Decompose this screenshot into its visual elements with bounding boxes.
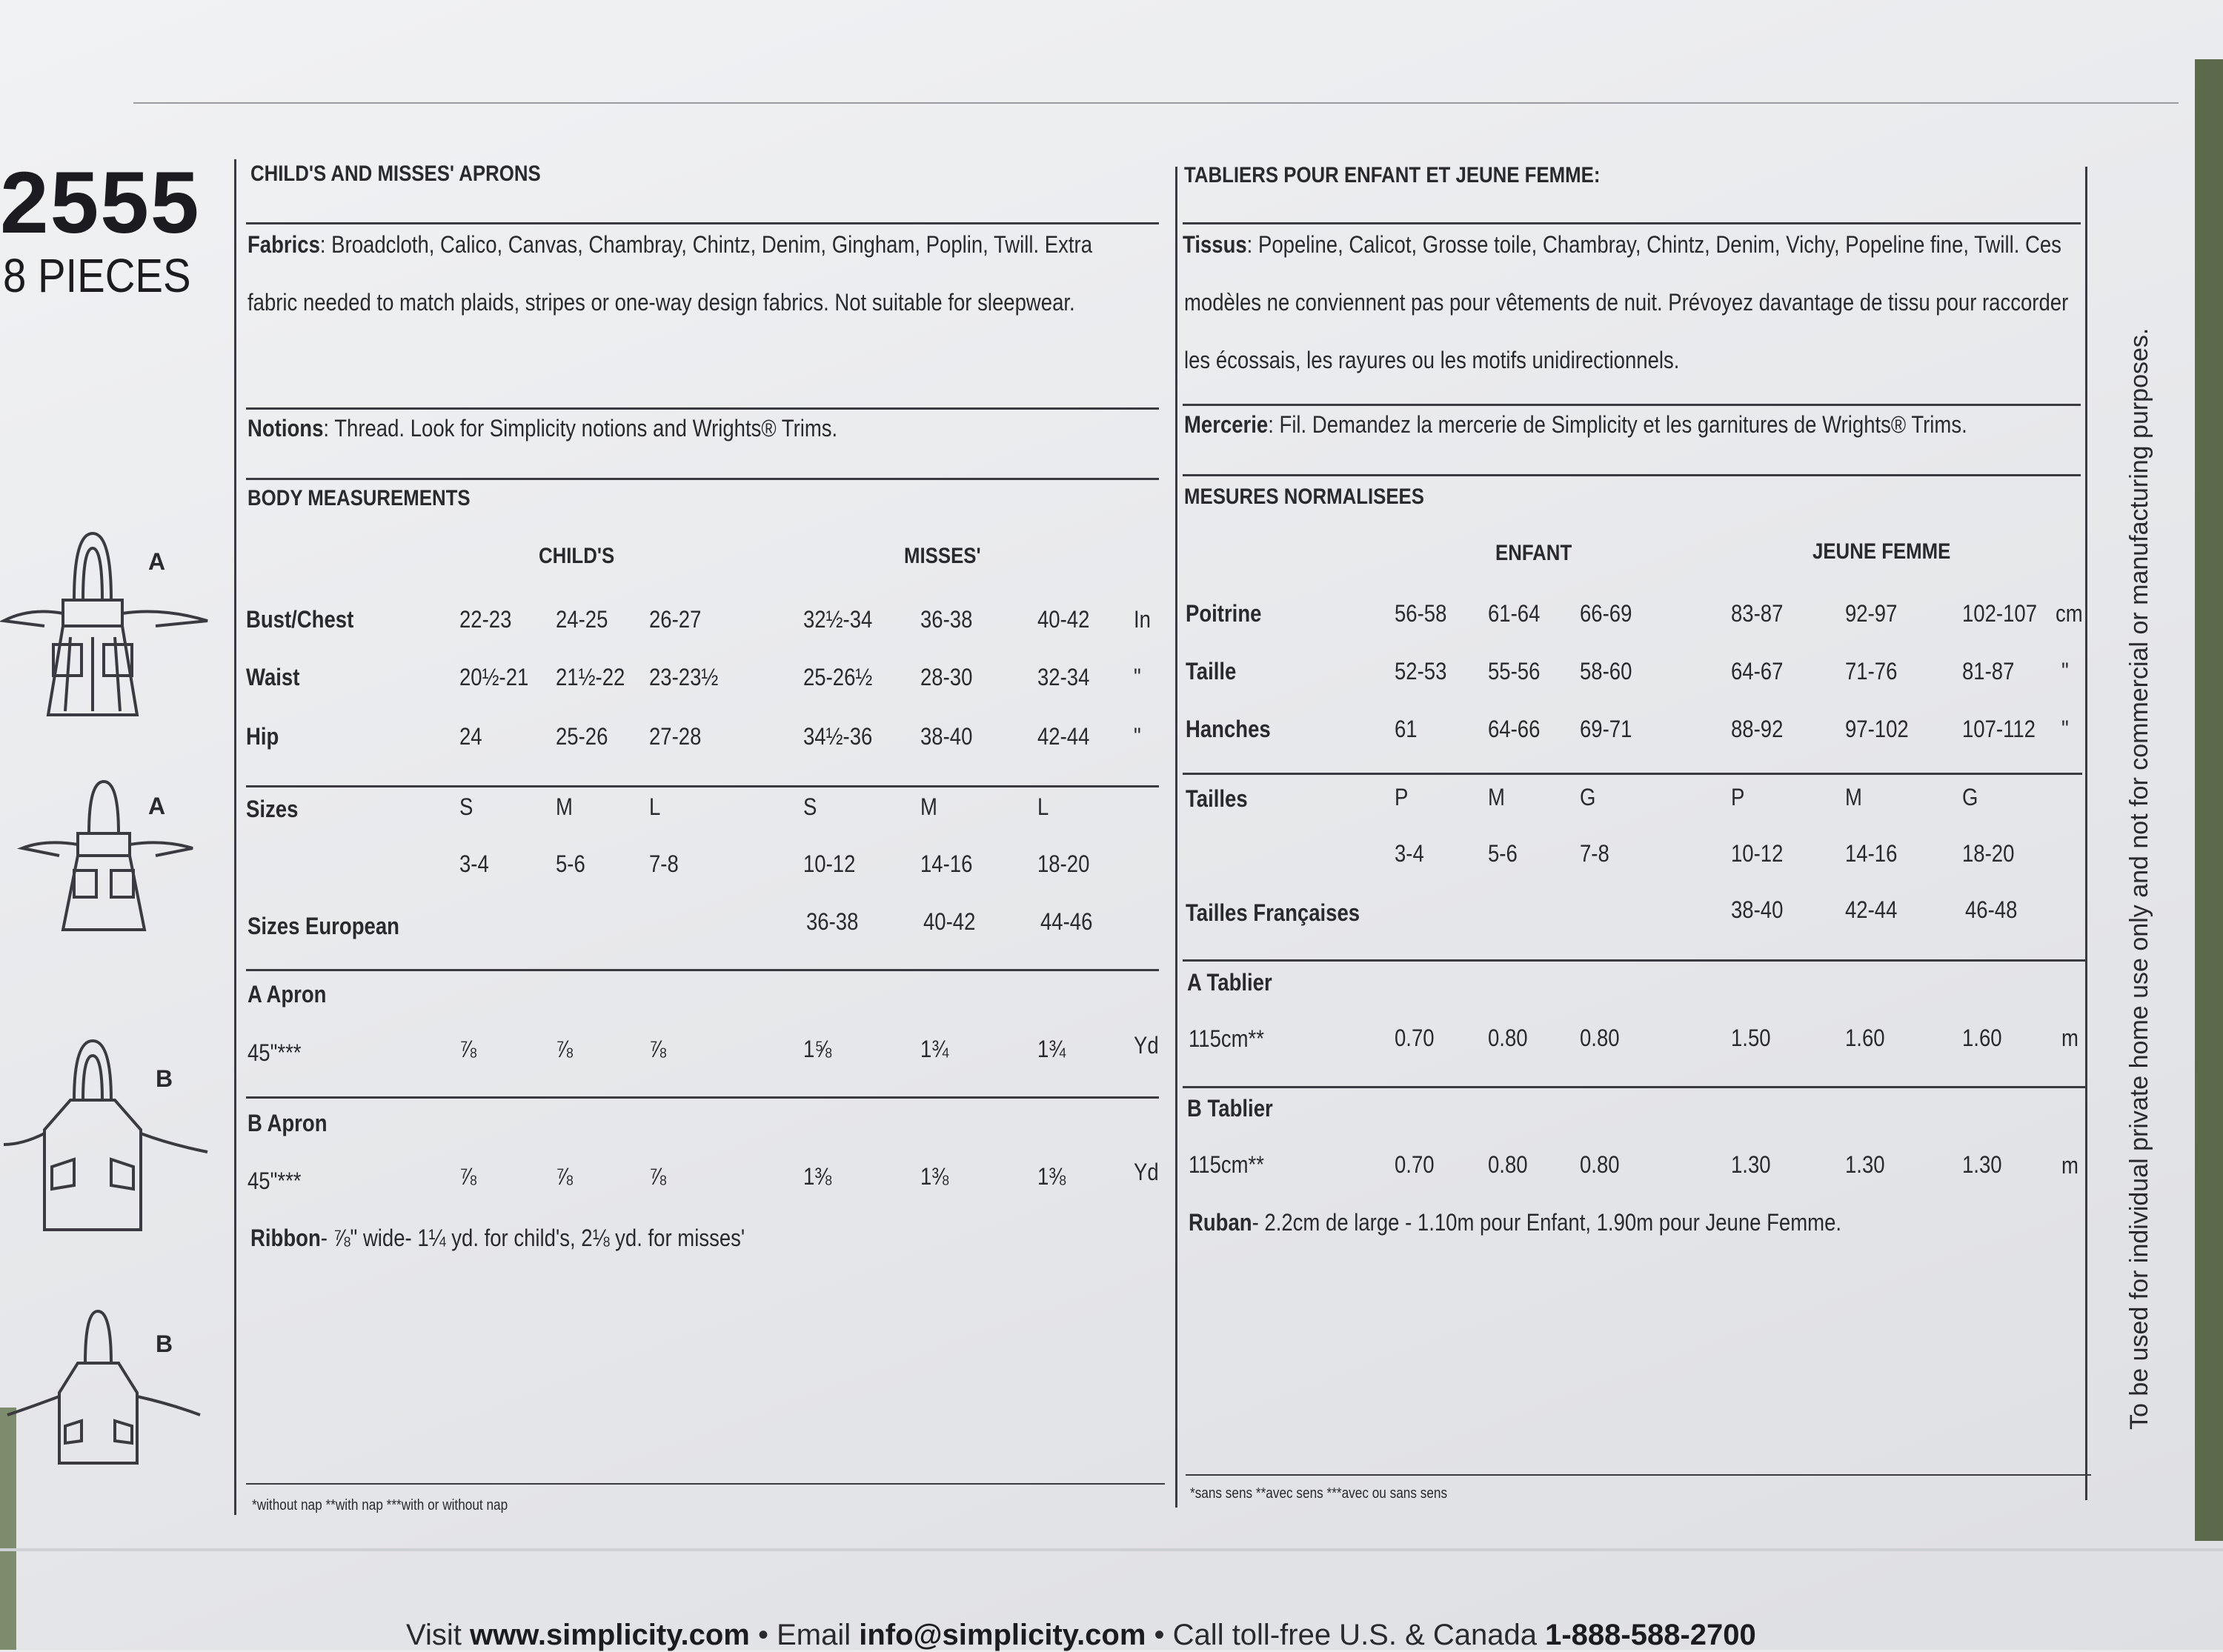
taille-letter: G [1962,784,1978,810]
mesure-value: 102-107 [1962,600,2037,627]
apron-b-child-sketch [0,1033,215,1241]
tissus-line-2: modèles ne conviennent pas pour vêtements de nuit. Prévoyez davantage de tissu pour raccorder [1184,289,2069,316]
measurement-unit: " [1134,664,1141,690]
mesure-value: 58-60 [1580,658,1632,685]
phone-number: 1-888-588-2700 [1545,1619,1756,1651]
b-tablier-heading: B Tablier [1187,1095,1273,1122]
size-letter: M [556,793,573,820]
size-letter: L [649,793,661,820]
footnote-french: *sans sens **avec sens ***avec ou sans sens [1190,1485,1448,1502]
tailles-label: Tailles [1186,785,1248,812]
mesure-value: 61 [1395,716,1418,742]
yardage-value: ⅞ [556,1036,573,1062]
mesure-value: 61-64 [1488,600,1541,627]
measurement-value: 27-28 [649,723,702,750]
metrage-value: 1.60 [1962,1025,2002,1051]
mercerie-text: : Fil. Demandez la mercerie de Simplicity et les garnitures de Wrights® Trims. [1268,411,1967,438]
measurement-label: Waist [246,664,300,690]
ruban-label: Ruban [1189,1209,1252,1236]
yardage-value: ⅞ [459,1036,476,1062]
measurement-value: 32-34 [1037,664,1090,690]
mesure-value: 97-102 [1845,716,1909,742]
fabrics-line-1 [247,233,1092,256]
yardage-value: 1⅝ [803,1036,832,1062]
divider [1186,1474,2091,1476]
measurement-value: 21½-22 [556,664,625,690]
fabrics-text: : Broadcloth, Calico, Canvas, Chambray, Chintz, Denim, Gingham, Poplin, Twill. Extra [319,231,1092,258]
measurement-unit: " [1134,723,1141,750]
measurement-label: Bust/Chest [246,606,354,633]
yardage-value: 1⅜ [920,1163,949,1190]
fabrics-line-2: fabric needed to match plaids, stripes or one-way design fabrics. Not suitable for sleepwear. [247,289,1075,316]
pieces-count: 8 PIECES [3,249,191,302]
mesure-unit: " [2061,716,2069,742]
background-edge [2195,59,2223,1541]
metrage-value: 0.80 [1488,1151,1528,1178]
measurement-value: 36-38 [920,606,973,633]
apron-a-misses-sketch [7,774,207,941]
measurement-value: 32½-34 [803,606,873,633]
size-european: 44-46 [1040,908,1093,935]
taille-francaise: 42-44 [1845,896,1898,923]
childs-heading: CHILD'S [539,544,615,568]
apron-b-misses-sketch [0,1304,215,1474]
measurement-value: 42-44 [1037,723,1090,750]
measurement-label: Hip [246,723,279,750]
b-tablier-width: 115cm** [1189,1151,1264,1178]
notions-label: Notions [247,415,324,442]
footer-email-label: • Email [749,1619,860,1651]
divider [1183,474,2081,476]
envelope-fold [0,1548,2223,1551]
divider [1183,404,2081,406]
yard-unit: Yd [1134,1032,1159,1059]
metre-unit: m [2061,1152,2079,1179]
size-number: 14-16 [920,850,973,877]
measurement-value: 25-26 [556,723,608,750]
column-divider [1175,167,1177,1508]
size-european: 36-38 [806,908,859,935]
size-letter: L [1037,793,1049,820]
mesure-value: 64-66 [1488,716,1541,742]
measurement-value: 40-42 [1037,606,1090,633]
mesure-value: 55-56 [1488,658,1541,685]
divider [1183,222,2081,224]
mesure-unit: " [2061,658,2069,685]
taille-number: 5-6 [1488,840,1518,867]
mesure-label: Taille [1186,658,1237,685]
tissus-line-1 [1183,233,2061,256]
metrage-value: 0.70 [1395,1151,1435,1178]
sizes-european-label: Sizes European [247,913,399,939]
taille-francaise: 38-40 [1731,896,1784,923]
ribbon-text: - ⅞" wide- 1¼ yd. for child's, 2⅛ yd. for misses' [320,1225,745,1251]
yardage-value: ⅞ [556,1163,573,1190]
tailles-francaises-label: Tailles Françaises [1186,899,1360,926]
taille-number: 3-4 [1395,840,1424,867]
enfant-heading: ENFANT [1495,541,1572,565]
jeune-femme-heading: JEUNE FEMME [1812,539,1951,564]
tissus-line-3: les écossais, les rayures ou les motifs unidirectionnels. [1184,347,1680,373]
measurement-value: 26-27 [649,606,702,633]
divider [246,407,1159,410]
a-tablier-width: 115cm** [1189,1025,1264,1052]
footnote-english: *without nap **with nap ***with or without nap [252,1497,508,1513]
measurement-value: 24 [459,723,482,750]
french-title: TABLIERS POUR ENFANT ET JEUNE FEMME: [1184,163,1601,187]
taille-letter: M [1488,784,1505,810]
yardage-value: ⅞ [459,1163,476,1190]
size-number: 3-4 [459,850,489,877]
mesure-unit: cm [2056,600,2083,627]
measurement-value: 28-30 [920,664,973,690]
metrage-value: 0.80 [1580,1151,1620,1178]
ruban-text: - 2.2cm de large - 1.10m pour Enfant, 1.90m pour Jeune Femme. [1252,1209,1842,1236]
mesure-value: 88-92 [1731,716,1784,742]
size-number: 7-8 [649,850,679,877]
measurement-value: 23-23½ [649,664,719,690]
notions-line [247,416,837,440]
notions-text: : Thread. Look for Simplicity notions and Wrights® Trims. [323,415,838,442]
tissus-label: Tissus [1183,231,1247,258]
metre-unit: m [2061,1025,2079,1051]
sizes-label: Sizes [246,796,299,822]
divider [246,222,1159,224]
yard-unit: Yd [1134,1159,1159,1185]
size-letter: M [920,793,937,820]
taille-letter: G [1580,784,1596,810]
apron-a-child-sketch [0,526,215,726]
measurement-value: 38-40 [920,723,973,750]
divider [246,969,1159,971]
measurement-value: 20½-21 [459,664,529,690]
metrage-value: 1.30 [1845,1151,1885,1178]
ribbon-label: Ribbon [250,1225,321,1251]
view-label-b: B [156,1065,173,1092]
mesures-heading: MESURES NORMALISEES [1184,484,1424,509]
taille-francaise: 46-48 [1965,896,2018,923]
misses-heading: MISSES' [904,544,981,568]
taille-number: 7-8 [1580,840,1609,867]
size-european: 40-42 [923,908,976,935]
mesure-label: Hanches [1186,716,1271,742]
divider [246,1096,1159,1099]
divider [246,1483,1165,1485]
measurement-value: 34½-36 [803,723,873,750]
fabrics-label: Fabrics [247,231,320,258]
metrage-value: 1.30 [1731,1151,1771,1178]
size-number: 10-12 [803,850,856,877]
measurement-unit: In [1134,606,1151,633]
mesure-label: Poitrine [1186,600,1262,627]
metrage-value: 1.30 [1962,1151,2002,1178]
usage-disclaimer: To be used for individual private home use only and not for commercial or manufacturing purposes. [2125,327,2153,1430]
column-divider [234,159,236,1515]
yardage-value: ⅞ [649,1036,666,1062]
b-apron-width: 45"*** [247,1168,302,1194]
taille-letter: P [1731,784,1745,810]
divider [1183,1086,2085,1088]
mesure-value: 83-87 [1731,600,1784,627]
mercerie-line [1184,413,1967,436]
email-link[interactable]: info@simplicity.com [859,1619,1146,1651]
mercerie-label: Mercerie [1184,411,1269,438]
mesure-value: 71-76 [1845,658,1898,685]
tissus-text: : Popeline, Calicot, Grosse toile, Chambray, Chintz, Denim, Vichy, Popeline fine, Twill. Ces [1246,231,2061,258]
measurement-value: 25-26½ [803,664,873,690]
footer-call-label: • Call toll-free U.S. & Canada [1146,1619,1546,1651]
taille-number: 10-12 [1731,840,1784,867]
website-link[interactable]: www.simplicity.com [469,1619,750,1651]
taille-number: 14-16 [1845,840,1898,867]
footer-visit: Visit [406,1619,470,1651]
size-number: 18-20 [1037,850,1090,877]
mesure-value: 52-53 [1395,658,1447,685]
yardage-value: 1⅜ [803,1163,832,1190]
taille-letter: M [1845,784,1862,810]
top-rule [133,102,2179,104]
b-apron-heading: B Apron [247,1110,328,1136]
metrage-value: 1.50 [1731,1025,1771,1051]
english-title: CHILD'S AND MISSES' APRONS [250,161,541,186]
contact-footer [406,1619,1756,1652]
metrage-value: 0.80 [1488,1025,1528,1051]
mesure-value: 107-112 [1962,716,2036,742]
body-measurements-heading: BODY MEASUREMENTS [247,486,471,510]
size-letter: S [459,793,473,820]
mesure-value: 69-71 [1580,716,1632,742]
ribbon-line [250,1226,745,1250]
mesure-value: 66-69 [1580,600,1632,627]
yardage-value: 1¾ [920,1036,949,1062]
mesure-value: 64-67 [1731,658,1784,685]
view-label-b: B [156,1330,173,1357]
metrage-value: 0.80 [1580,1025,1620,1051]
divider [1183,959,2085,962]
metrage-value: 0.70 [1395,1025,1435,1051]
a-tablier-heading: A Tablier [1187,969,1272,996]
taille-number: 18-20 [1962,840,2015,867]
taille-letter: P [1395,784,1409,810]
view-label-a: A [148,548,166,575]
ruban-line [1189,1210,1841,1234]
divider [1183,773,2082,775]
mesure-value: 92-97 [1845,600,1898,627]
yardage-value: 1¾ [1037,1036,1066,1062]
view-label-a: A [148,793,166,819]
pattern-number: 2555 [0,154,201,252]
mesure-value: 81-87 [1962,658,2015,685]
divider [246,785,1159,787]
yardage-value: 1⅜ [1037,1163,1066,1190]
measurement-value: 24-25 [556,606,608,633]
a-apron-heading: A Apron [247,981,327,1007]
column-divider [2085,167,2087,1500]
mesure-value: 56-58 [1395,600,1447,627]
size-number: 5-6 [556,850,585,877]
size-letter: S [803,793,817,820]
divider [246,478,1159,480]
a-apron-width: 45"*** [247,1039,302,1066]
yardage-value: ⅞ [649,1163,666,1190]
metrage-value: 1.60 [1845,1025,1885,1051]
measurement-value: 22-23 [459,606,512,633]
